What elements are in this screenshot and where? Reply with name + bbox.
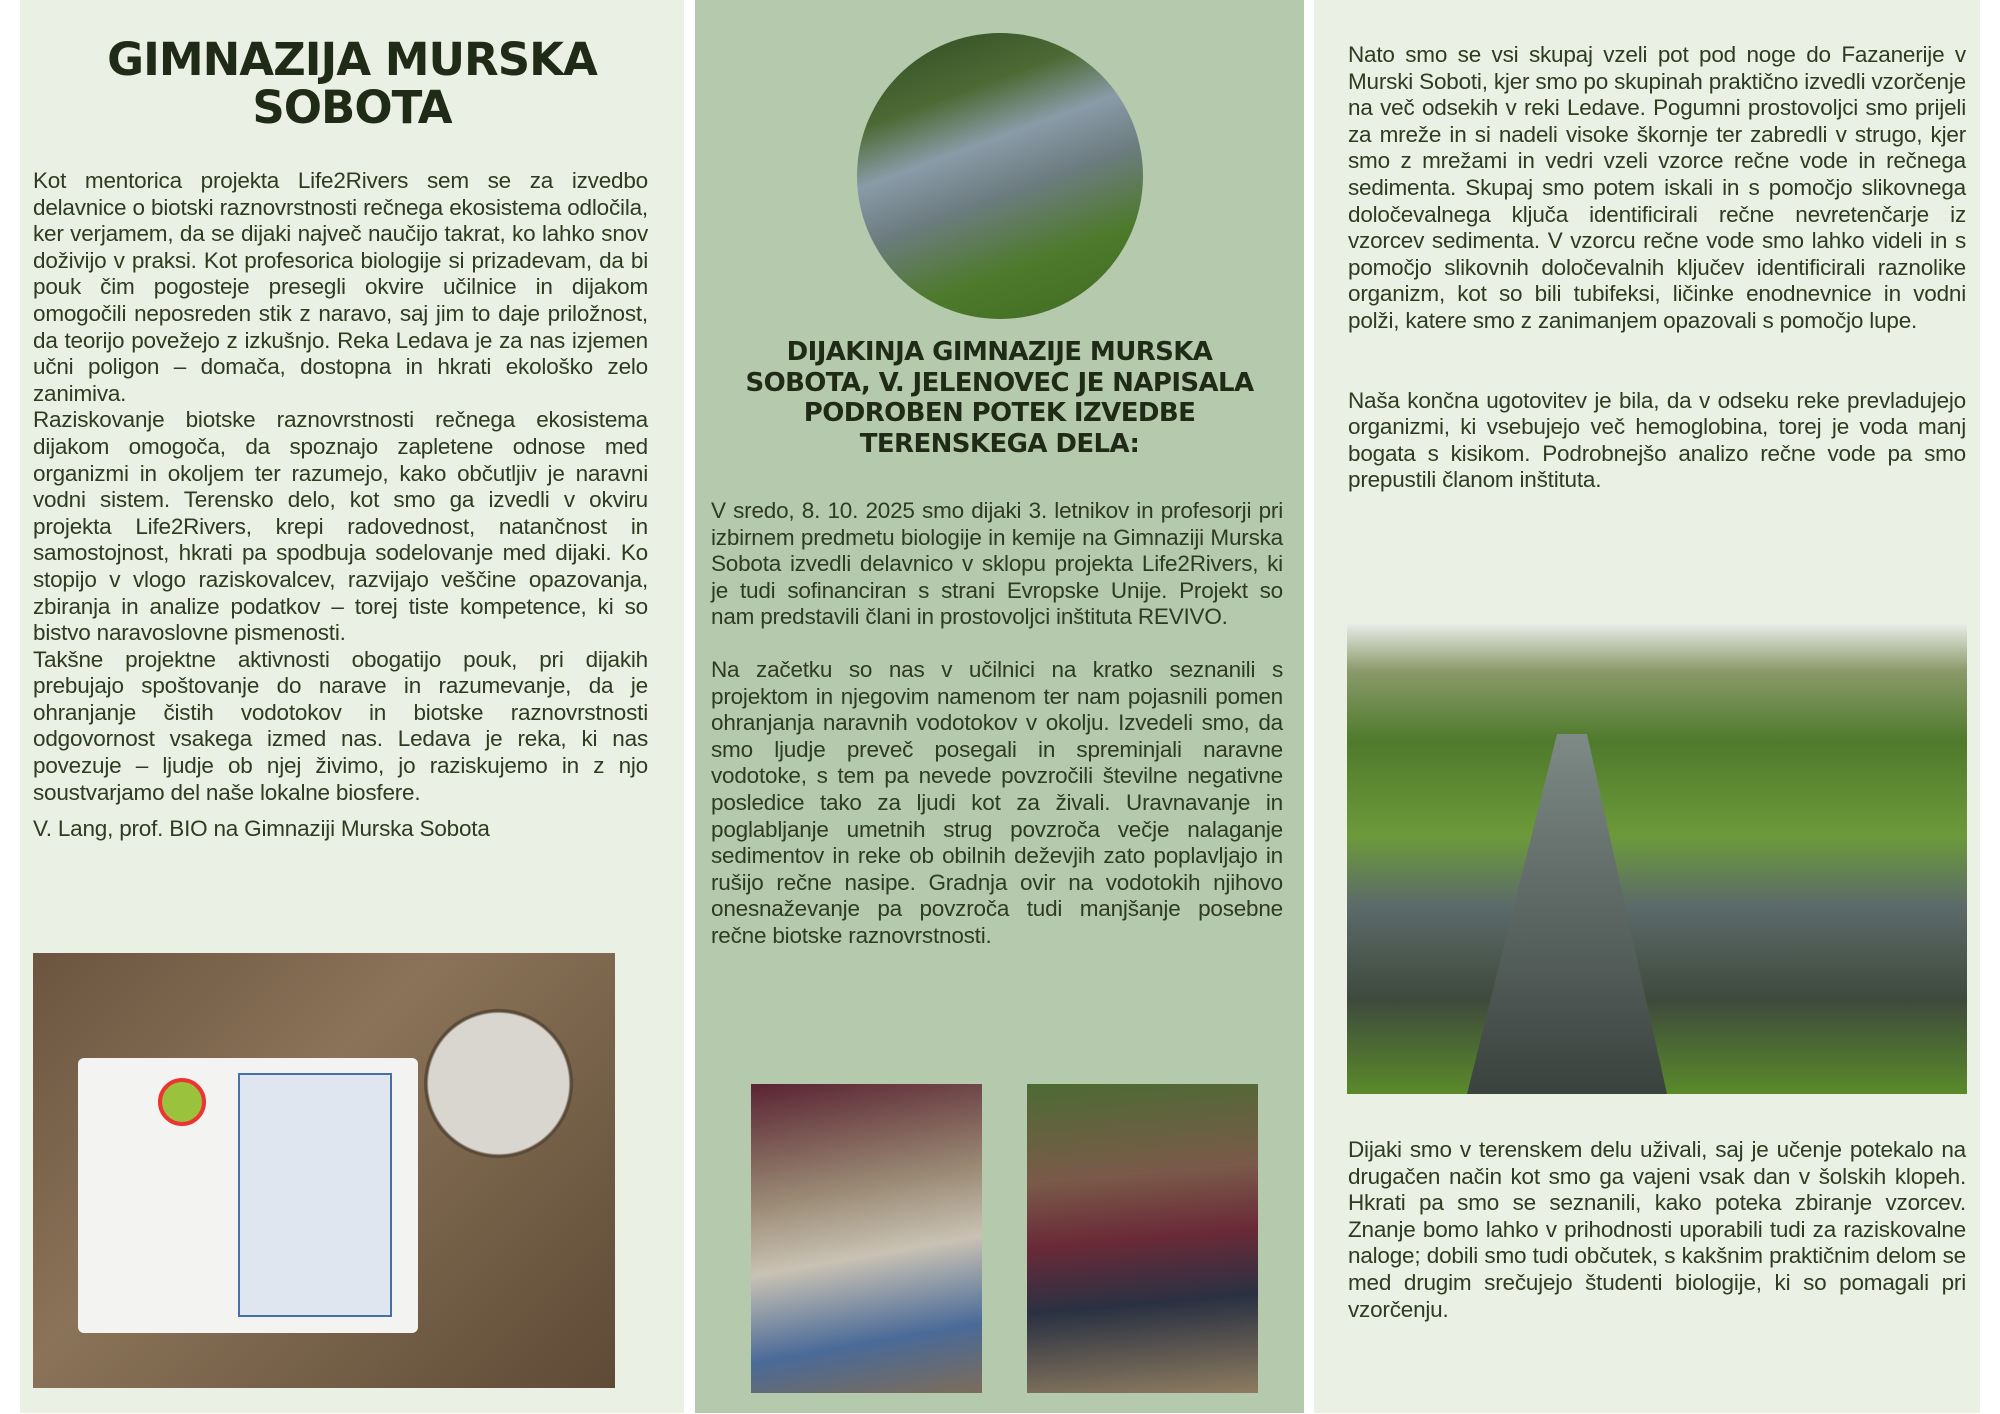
- paragraph: V sredo, 8. 10. 2025 smo dijaki 3. letnikov in profesorji pri izbirnem predmetu biologije in kemije na Gimnaziji Murska Sobota izvedli delavnico v sklopu projekta Life2Rivers, ki je tudi sofinanciran s strani Evropske Unije. Projekt so nam predstavili člani in prostovoljci inštituta REVIVO.: [711, 498, 1283, 630]
- student-heading: [695, 337, 1304, 459]
- student-text: [711, 498, 1283, 950]
- photo-students-magnifier: [751, 1084, 982, 1393]
- tray-shape: [78, 1058, 418, 1333]
- magnifier-cup: [158, 1078, 206, 1126]
- paragraph: Nato smo se vsi skupaj vzeli pot pod noge do Fazanerije v Murski Soboti, kjer smo po skupinah praktično izvedli vzorčenje na več odsekih v reki Ledave. Pogumni prostovoljci smo prijeli za mreže in si nadeli visoke škornje ter zabredli v strugo, kjer smo z mrežami in vedri vzeli vzorce rečne vode in rečnega sedimenta. Skupaj smo potem iskali in s pomočjo slikovnega določevalnega ključa identificirali rečne nevretenčarje iz vzorcev sedimenta. V vzorcu rečne vode smo lahko videli in s pomočjo slikovnih določevalnih ključev identificirali raznolike organizm, kot so bili tubifeksi, ličinke enodnevnice in vodni polži, katere smo z zanimanjem opazovali s pomočjo lupe.: [1348, 42, 1966, 333]
- heading-line: DIJAKINJA GIMNAZIJE MURSKA: [786, 337, 1213, 367]
- title-line: GIMNAZIJA MURSKA: [107, 33, 597, 86]
- middle-panel: [695, 0, 1304, 1413]
- right-panel: [1314, 0, 1980, 1413]
- photo-students-key: [1027, 1084, 1258, 1393]
- paragraph: Raziskovanje biotske raznovrstnosti rečnega ekosistema dijakom omogoča, da spoznajo zapletene odnose med organizmi in okoljem ter razumejo, kako občutljiv je naravni vodni sistem. Terensko delo, kot smo ga izvedli v okviru projekta Life2Rivers, krepi radovednost, natančnost in samostojnost, hkrati pa spodbuja sodelovanje med dijaki. Ko stopijo v vlogo raziskovalcev, razvijajo veščine opazovanja, zbiranja in analize podatkov – torej tiste kompetence, ki so bistvo naravoslovne pismenosti.: [33, 407, 648, 646]
- paragraph: Na začetku so nas v učilnici na kratko seznanili s projektom in njegovim namenom ter nam pojasnili pomen ohranjanja naravnih vodotokov v okolju. Izvedeli smo, da smo ljudje preveč posegali in spreminjali naravne vodotoke, s tem pa nevede povzročili številne negativne posledice tako za ljudi kot za živali. Uravnavanje in poglabljanje umetnih strug povzroča večje nalaganje sedimentov in reke ob obilnih deževjih zato poplavljajo in rušijo rečne nasipe. Gradnja ovir na vodotokih njihovo onesnaževanje pa povzroča tudi manjšanje posebne rečne biotske raznovrstnosti.: [711, 656, 1283, 948]
- paragraph: Takšne projektne aktivnosti obogatijo pouk, pri dijakih prebujajo spoštovanje do narave in razumevanje, da je ohranjanje čistih vodotokov in biotske raznovrstnosti odgovornost vsakega izmed nas. Ledava je reka, ki nas povezuje – ljudje ob njej živimo, jo raziskujemo in z njo soustvarjamo del naše lokalne biosfere.: [33, 646, 648, 805]
- signature: V. Lang, prof. BIO na Gimnaziji Murska Sobota: [33, 816, 490, 842]
- paragraph: Dijaki smo v terenskem delu uživali, saj je učenje potekalo na drugačen način kot smo ga vajeni vsak dan v šolskih klopeh. Hkrati pa smo se seznanili, kako poteka zbiranje vzorcev. Znanje bomo lahko v prihodnosti uporabili tudi za raziskovalne naloge; dobili smo tudi občutek, s kakšnim praktičnim delom se med drugim srečujejo študenti biologije, ki so pomagali pri vzorčenju.: [1348, 1137, 1966, 1322]
- photo-students-stream-circle: [857, 33, 1143, 319]
- conclusion-text: [1348, 1137, 1966, 1323]
- river-shape: [1467, 734, 1667, 1094]
- left-panel: [20, 0, 684, 1413]
- mentor-text: [33, 168, 648, 843]
- school-title: [20, 33, 684, 134]
- paragraph: Naša končna ugotovitev je bila, da v odseku reke prevladujejo organizmi, ki vsebujejo več hemoglobina, torej je voda manj bogata s kisikom. Podrobnejšo analizo rečne vode pa smo prepustili članom inštituta.: [1348, 387, 1966, 493]
- identification-key-card: [238, 1073, 392, 1317]
- paragraph: Kot mentorica projekta Life2Rivers sem se za izvedbo delavnice o biotski raznovrstnosti rečnega ekosistema odločila, ker verjamem, da se dijaki največ naučijo takrat, ko lahko snov doživijo v praksi. Kot profesorica biologije si prizadevam, da bi pouk čim pogosteje presegli okvire učilnice in dijakom omogočili neposreden stik z naravo, saj jim to daje priložnost, da teorijo povežejo z izkušnjo. Reka Ledava je za nas izjemen učni poligon – domača, dostopna in hkrati ekološko zelo zanimiva.: [33, 168, 648, 406]
- photo-sample-tray: [33, 953, 615, 1388]
- heading-line: SOBOTA, V. JELENOVEC JE NAPISALA: [745, 367, 1254, 398]
- fieldwork-text: [1348, 42, 1966, 494]
- heading-line: TERENSKEGA DELA:: [859, 428, 1140, 459]
- heading-line: PODROBEN POTEK IZVEDBE: [803, 398, 1196, 428]
- photo-students-river: [1347, 624, 1967, 1094]
- title-line: SOBOTA: [252, 81, 452, 134]
